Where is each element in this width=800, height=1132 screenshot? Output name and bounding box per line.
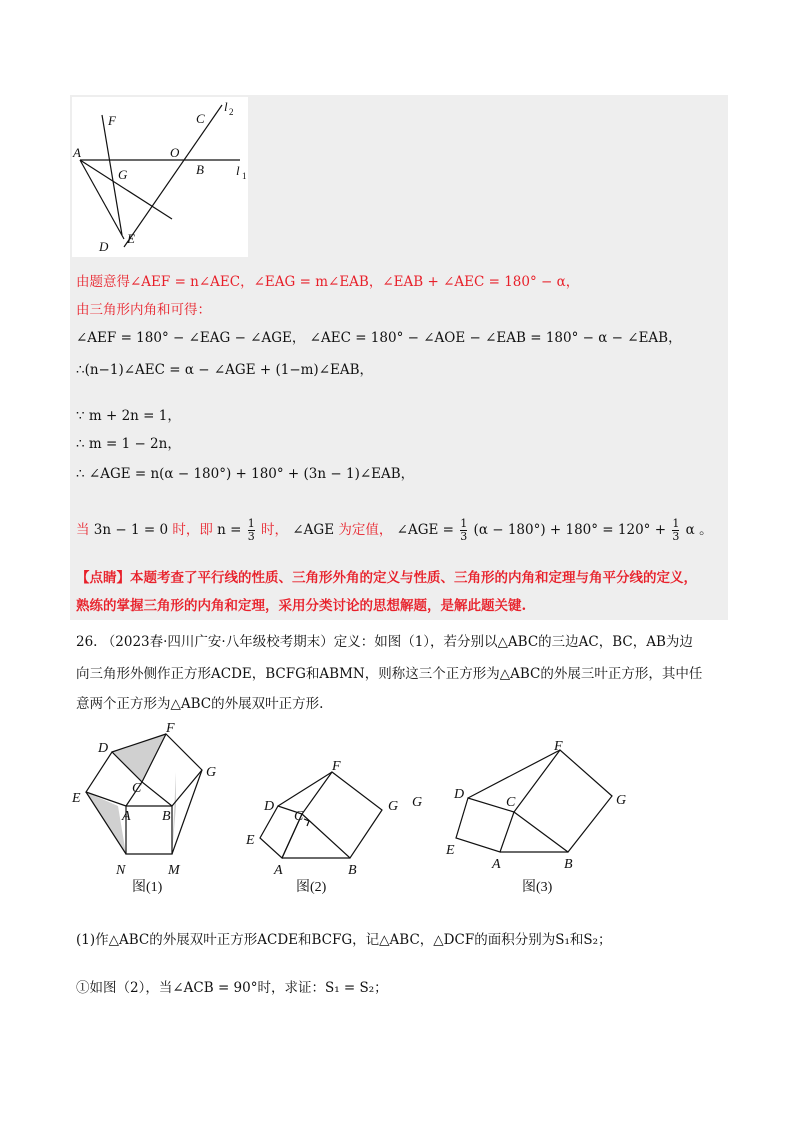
fig3-label-F: F bbox=[554, 739, 563, 754]
question-1: (1)作△ABC的外展双叶正方形ACDE和BCFG，记△ABC，△DCF的面积分别为S₁和S₂； bbox=[76, 932, 612, 948]
comment-text-1: 本题考查了平行线的性质、三角形外角的定义与性质、三角形的内角和定理与角平分线的定义， bbox=[130, 570, 697, 586]
fig1-line-gm bbox=[172, 770, 202, 854]
label-G: G bbox=[118, 167, 128, 182]
fraction-one-third-a bbox=[248, 518, 255, 543]
label-l1: l bbox=[236, 163, 240, 178]
fig1-shaded-top bbox=[112, 734, 166, 782]
final-mid3: 为定值， bbox=[338, 522, 393, 539]
label-l1-sub: 1 bbox=[242, 171, 247, 181]
final-eq2c: α bbox=[685, 522, 695, 539]
label-E: E bbox=[127, 231, 135, 246]
fig3-label-A: A bbox=[492, 857, 501, 872]
solution-line-3 bbox=[76, 332, 682, 346]
fig2-line-df bbox=[278, 772, 332, 806]
solution-line-7-text: ∴ ∠AGE = n(α − 180°) + 180° + (3n − 1)∠EAB， bbox=[76, 466, 415, 482]
solution-final-line bbox=[76, 518, 713, 543]
fig2-label-F: F bbox=[332, 759, 341, 774]
solution-line-4 bbox=[76, 364, 373, 378]
fig3-label-B: B bbox=[564, 857, 573, 872]
final-angle: ∠AGE bbox=[292, 522, 335, 539]
label-D: D bbox=[99, 239, 109, 254]
fig2-label-G2: G bbox=[412, 795, 423, 810]
fig3-label-C: C bbox=[506, 795, 516, 810]
label-l2: l bbox=[224, 99, 228, 114]
solution-line-2: 由三角形内角和可得： bbox=[76, 302, 211, 318]
label-F: F bbox=[108, 113, 116, 128]
label-O: O bbox=[170, 145, 180, 160]
fig3-label-D: D bbox=[454, 787, 465, 802]
fig3-label-G: G bbox=[616, 793, 627, 808]
final-end: 。 bbox=[699, 522, 713, 539]
top-figure-svg bbox=[72, 97, 248, 257]
solution-line-6 bbox=[76, 438, 181, 452]
frac-den: 3 bbox=[460, 530, 468, 544]
comment-tag: 【点睛】 bbox=[76, 570, 130, 586]
figure-2 bbox=[245, 759, 422, 878]
fraction-one-third-c bbox=[672, 518, 679, 543]
fig1-label-E: E bbox=[72, 791, 81, 806]
frac-den: 3 bbox=[247, 530, 255, 544]
final-eq2a: ∠AGE = bbox=[396, 522, 454, 539]
problem-line-3: 意两个正方形为△ABC的外展双叶正方形. bbox=[76, 696, 324, 712]
fig1-label-F: F bbox=[166, 721, 175, 736]
figure-1 bbox=[71, 721, 216, 878]
fig2-label-C: C bbox=[294, 809, 304, 824]
top-geometry-figure bbox=[72, 97, 248, 257]
fig2-label-B: B bbox=[348, 863, 357, 878]
label-l2-sub: 2 bbox=[229, 107, 234, 117]
line-l2 bbox=[124, 105, 222, 247]
problem-line-1: 26. （2023春·四川广安·八年级校考期末）定义：如图（1），若分别以△ABC的三边AC，BC，AB为边 bbox=[76, 634, 693, 650]
figure-3 bbox=[445, 739, 626, 872]
fraction-one-third-b bbox=[460, 518, 467, 543]
solution-line-7 bbox=[76, 468, 414, 482]
comment-line-2 bbox=[76, 600, 526, 614]
solution-line-1: 由题意得∠AEF = n∠AEC，∠EAG = m∠EAB，∠EAB + ∠AEC = 180° − α， bbox=[76, 274, 580, 290]
problem-figures bbox=[66, 720, 666, 900]
fig3-line-df bbox=[468, 750, 560, 798]
fig1-shaded-right bbox=[172, 772, 176, 854]
fig2-label-G: G bbox=[388, 799, 399, 814]
solution-line-6-text: ∴ m = 1 − 2n， bbox=[76, 436, 181, 452]
fig1-label-C: C bbox=[132, 781, 142, 796]
frac-num: 1 bbox=[460, 517, 468, 530]
label-B: B bbox=[196, 162, 204, 177]
comment-text-2: 熟练的掌握三角形的内角和定理，采用分类讨论的思想解题，是解此题关键. bbox=[76, 598, 527, 614]
fig1-label-A: A bbox=[122, 809, 131, 824]
solution-line-5 bbox=[76, 410, 181, 424]
fig3-label-E: E bbox=[446, 843, 455, 858]
caption-fig2: 图(2) bbox=[296, 880, 327, 895]
fig3-square-bcfg bbox=[514, 750, 612, 852]
solution-line-5-text: ∵ m + 2n = 1， bbox=[76, 408, 181, 424]
question-1a: ①如图（2），当∠ACB = 90°时，求证：S₁ = S₂； bbox=[76, 980, 388, 996]
final-eq2b: (α − 180°) + 180° = 120° + bbox=[473, 522, 667, 539]
problem-line-2: 向三角形外侧作正方形ACDE，BCFG和ABMN，则称这三个正方形为△ABC的外展三叶正方形，其中任 bbox=[76, 666, 703, 682]
final-n: n = bbox=[217, 522, 242, 539]
label-A: A bbox=[73, 145, 81, 160]
final-prefix: 当 bbox=[76, 522, 90, 539]
frac-num: 1 bbox=[247, 517, 255, 530]
frac-num: 1 bbox=[672, 517, 680, 530]
fig2-square-bcfg bbox=[302, 772, 382, 858]
caption-fig1: 图(1) bbox=[132, 880, 163, 895]
figures-svg bbox=[66, 720, 666, 900]
solution-line-3-text: ∠AEF = 180° − ∠EAG − ∠AGE， ∠AEC = 180° − ∠AOE − ∠EAB = 180° − α − ∠EAB， bbox=[76, 330, 682, 346]
comment-line-1 bbox=[76, 572, 697, 586]
final-mid1: 时，即 bbox=[172, 522, 213, 539]
final-mid2: 时， bbox=[261, 522, 289, 539]
fig1-label-N: N bbox=[116, 863, 126, 878]
solution-line-4-text: ∴(n−1)∠AEC = α − ∠AGE + (1−m)∠EAB， bbox=[76, 362, 374, 378]
frac-den: 3 bbox=[672, 530, 680, 544]
fig1-label-B: B bbox=[162, 809, 171, 824]
fig1-label-G: G bbox=[206, 765, 217, 780]
fig2-label-D: D bbox=[264, 799, 275, 814]
fig1-label-D: D bbox=[98, 741, 109, 756]
caption-fig3: 图(3) bbox=[522, 880, 553, 895]
fig2-label-E: E bbox=[246, 833, 255, 848]
fig2-label-A: A bbox=[274, 863, 283, 878]
label-C: C bbox=[196, 111, 205, 126]
fig1-label-M: M bbox=[168, 863, 180, 878]
final-eq1: 3n − 1 = 0 bbox=[93, 522, 169, 539]
